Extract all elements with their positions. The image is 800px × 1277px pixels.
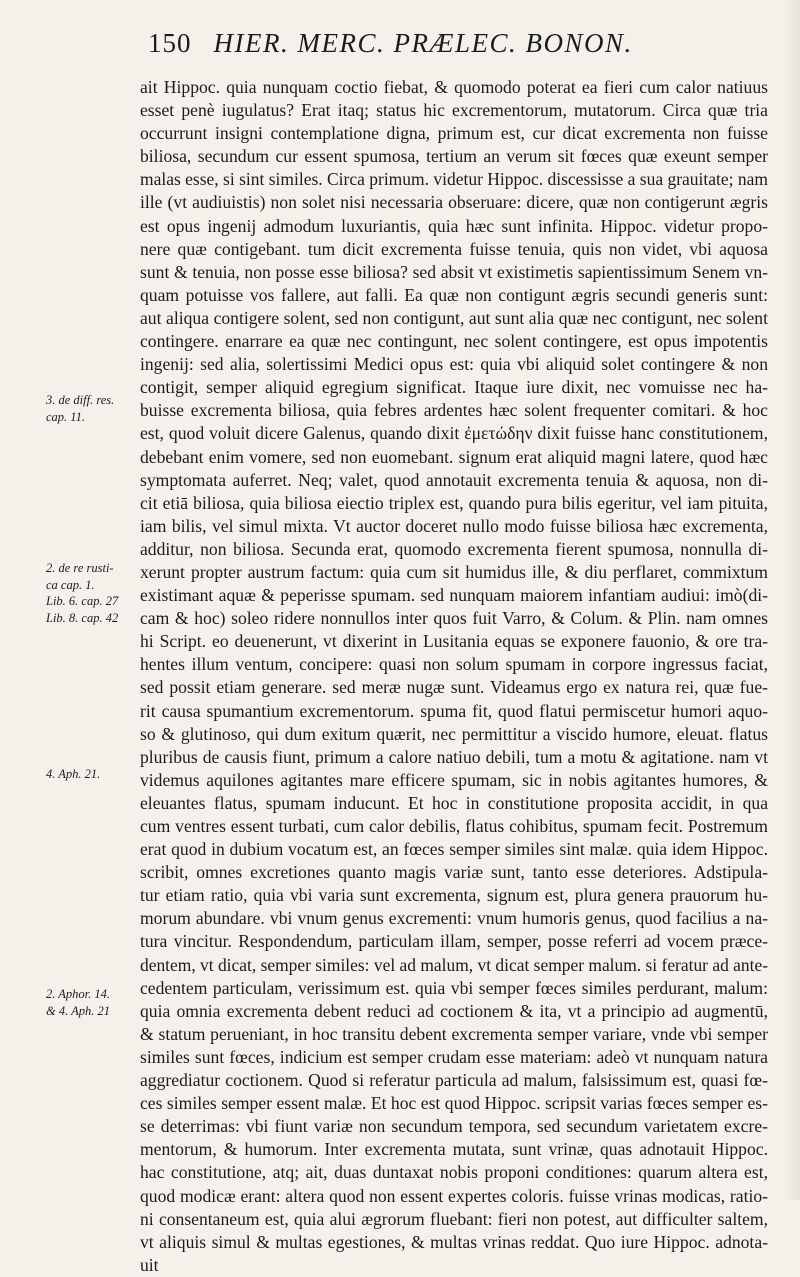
text-line: videmus aquilones agitantes mare efficere spumam, sic in nobis agitantes humores, &: [140, 769, 768, 790]
text-line: cam & hoc) soleo ridere nonnullos inter quos fuit Varro, & Colum. & Plin. nam omnes: [140, 608, 768, 629]
text-line: buisse excrementa biliosa, quia febres ardentes hæc solent frequenter comitari. & hoc: [140, 400, 768, 421]
text-line: biliosa, secundum cur essent spumosa, tertium an verum sit fœces quæ exeunt semper: [140, 146, 768, 167]
margin-note-4: [46, 986, 136, 1019]
text-line: ille (vt audiuistis) non solet nisi necessaria obseruare: dicere, quæ non contigerunt ægris: [140, 192, 768, 213]
text-line: erat quod in dubium vocatum est, an fœces semper similes sint malæ. quia idem Hippoc.: [140, 839, 768, 860]
page-number: 150: [148, 28, 192, 58]
text-line: morum abundare. vbi vnum genus excrementi: vnum humoris genus, quod facilius a na-: [140, 908, 768, 929]
text-line: ingenij: sed alia, solertissimi Medici opus est: quia vbi aliquid solet contingere & non: [140, 354, 768, 375]
text-line: quam potuisse vos fallere, aut falli. Ea quæ non contigunt ægris secundi generis sunt:: [140, 284, 768, 305]
text-line: hac constitutione, atq; ait, duas duntaxat nobis proponi conditiones: quarum altera est,: [140, 1162, 768, 1183]
text-line: se deterrimas: vbi fiunt variæ non secundum tempora, sed secundum varietatem excre-: [140, 1116, 768, 1137]
text-line: similes sunt fœces, indicium est semper crudam esse materiam: adeò vt nunquam natura: [140, 1046, 768, 1067]
text-line: quia omnia excrementa debent reduci ad coctionem & ita, vt a principio ad augmentū,: [140, 1000, 768, 1021]
margin-note-3: [46, 766, 136, 783]
margin-note-line: cap. 11.: [46, 409, 85, 424]
text-line: ait Hippoc. quia nunquam coctio fiebat, & quomodo poterat ea fieri cum calor natiuus: [140, 77, 768, 97]
text-line: uit: [140, 1254, 159, 1275]
text-line: rit causa spumantium excrementorum. spuma fit, quod flatui permiscetur humori aquo-: [140, 700, 768, 721]
text-line: so & glutinoso, qui dum exitum quærit, nec permittitur a viscido humore, eleuat. flatus: [140, 723, 768, 744]
margin-note-line: & 4. Aph. 21: [46, 1003, 111, 1018]
text-line: ces similes semper essent malæ. Et hoc est quod Hippoc. scripsit varias fœces semper es-: [140, 1093, 768, 1114]
text-line: sunt & tenuia, non posse esse biliosa? sed absit vt existimetis sapientissimum Senem vn-: [140, 261, 768, 282]
text-line: est, quod voluit dicere Galenus, quando dixit ἐμετώδην dixit fuisse hanc constitutionem,: [140, 423, 768, 444]
text-line: tura vincitur. Respondendum, particulam illam, semper, posse referri ad vocem præce-: [140, 931, 768, 952]
text-line: hentes illum ventum, concipere: quasi non solum spumam in corpore ingressus faciat,: [140, 654, 768, 675]
text-line: contingere. enarrare ea quæ nec contingunt, nec solent contingere, est opus impotentis: [140, 331, 768, 352]
text-line: occurrunt insigni contemplatione digna, primum est, cur dicat excrementa non fuisse: [140, 123, 768, 144]
text-line: sed possit etiam generare. sed meræ nugæ sunt. Videamus ergo ex natura rei, quæ fue-: [140, 677, 768, 698]
text-line: dentem, vt dicat, semper similes: vel ad malum, vt dicat semper malum. si feratur ad ante-: [140, 954, 768, 975]
text-line: cedentem particulam, verissimum est. quia vbi semper fœces similes perdurant, malum:: [140, 977, 768, 998]
margin-note-line: 3. de diff. res.: [46, 393, 115, 407]
text-line: est opus ingenij admodum luxuriantis, quia hæc sunt infinita. Hippoc. videtur propo-: [140, 215, 768, 236]
page-header: [148, 28, 768, 74]
text-line: pluribus de causis fiunt, primum a calore natiuo debili, tum a motu & agitatione. nam vt: [140, 746, 768, 767]
text-line: additur, non biliosa. Secunda erat, quomodo excrementa fierent spumosa, nonnulla di-: [140, 538, 768, 559]
text-line: quod modicæ erant: altera quod non essent expertes coloris. fuisse vrinas modicas, ratio-: [140, 1185, 768, 1206]
text-line: symptomata auferret. Neq; valet, quod annotauit excrementa tenuia & aquosa, non di-: [140, 469, 768, 490]
text-line: esset penè iugulatus? Erat itaq; status hic excrementorum, mutatorum. Circa quæ tria: [140, 100, 768, 121]
text-line: aut aliqua contigere solent, sed non contigunt, aut sunt alia quæ nec contigunt, nec solent: [140, 307, 768, 328]
margin-note-line: 2. de re rusti-: [46, 561, 114, 575]
text-line: contigit, semper aliquid egregium significat. Itaque iure dixit, nec vomuisse nec ha-: [140, 377, 768, 398]
text-line: cit etiā biliosa, quia biliosa eiectio triplex est, quando pura bilis egeritur, vel iam pituita,: [140, 492, 768, 513]
text-line: eleuantes flatus, spumam inducunt. Et hoc in constitutione proposita accidit, in qua: [140, 792, 768, 813]
text-line: tur etiam ratio, quia vbi varia sunt excrementa, signum est, plura genera prauorum hu-: [140, 885, 768, 906]
margin-note-2: [46, 560, 136, 626]
text-line: hi Script. eo deuenerunt, vt dixerint in Lusitania equas se exponere fauonio, & ore tra-: [140, 631, 768, 652]
margin-note-1: [46, 392, 136, 425]
text-line: mentorum, & humorum. Inter excrementa mutata, sunt vrinæ, quas adnotauit Hippoc.: [140, 1139, 768, 1160]
text-line: malas esse, si sint similes. Circa primum. videtur Hippoc. discessisse a sua grauitate; nam: [140, 169, 768, 190]
text-line: existimant aquæ & peperisse spumam. sed nunquam maiorem infantiam audiui: imò(di-: [140, 585, 768, 606]
page-edge-shadow: [782, 0, 800, 1200]
margin-note-line: Lib. 8. cap. 42: [46, 610, 119, 625]
text-line: aggrediatur coctionem. Quod si referatur particula ad malum, falsissimum est, quasi fœ-: [140, 1070, 768, 1091]
text-line: scribit, omnes excretiones quanto magis variæ sunt, tanto esse deteriores. Adstipula-: [140, 862, 768, 883]
text-line: debebant enim vomere, sed non euomebant. signum erat aliquid magni latere, quod hæc: [140, 446, 768, 467]
text-line: ni consentaneum est, quia alui ægrorum fluebant: fieri non potest, aut difficulter saltem,: [140, 1208, 768, 1229]
text-line: cum ventres essent turbati, cum calor debilis, flatus cohibitus, spumam fecit. Postremum: [140, 816, 768, 836]
body-text: [140, 76, 768, 1277]
text-line: & statum perueniant, in hoc transitu debent excrementa semper variare, vnde vbi semper: [140, 1023, 768, 1044]
margin-note-line: 4. Aph. 21.: [46, 767, 101, 781]
text-line: vt aliquis simul & multas egestiones, & multas vrinas reddat. Quo iure Hippoc. adnota-: [140, 1231, 768, 1252]
text-line: nere quæ contigebant. tum dicit excrementa fuisse tenuia, quis non videt, vbi aquosa: [140, 238, 768, 259]
margin-note-line: ca cap. 1.: [46, 577, 95, 592]
running-head: HIER. MERC. PRÆLEC. BONON.: [213, 28, 633, 58]
margin-note-line: Lib. 6. cap. 27: [46, 594, 119, 608]
text-line: iam bilis, vel simul mixta. Vt auctor doceret nullo modo fuisse biliosa hæc excrementa,: [140, 515, 768, 536]
margin-note-line: 2. Aphor. 14.: [46, 987, 111, 1001]
text-line: xerunt propter austrum factum: quia cum sit humidus ille, & diu perflaret, commixtum: [140, 561, 768, 582]
